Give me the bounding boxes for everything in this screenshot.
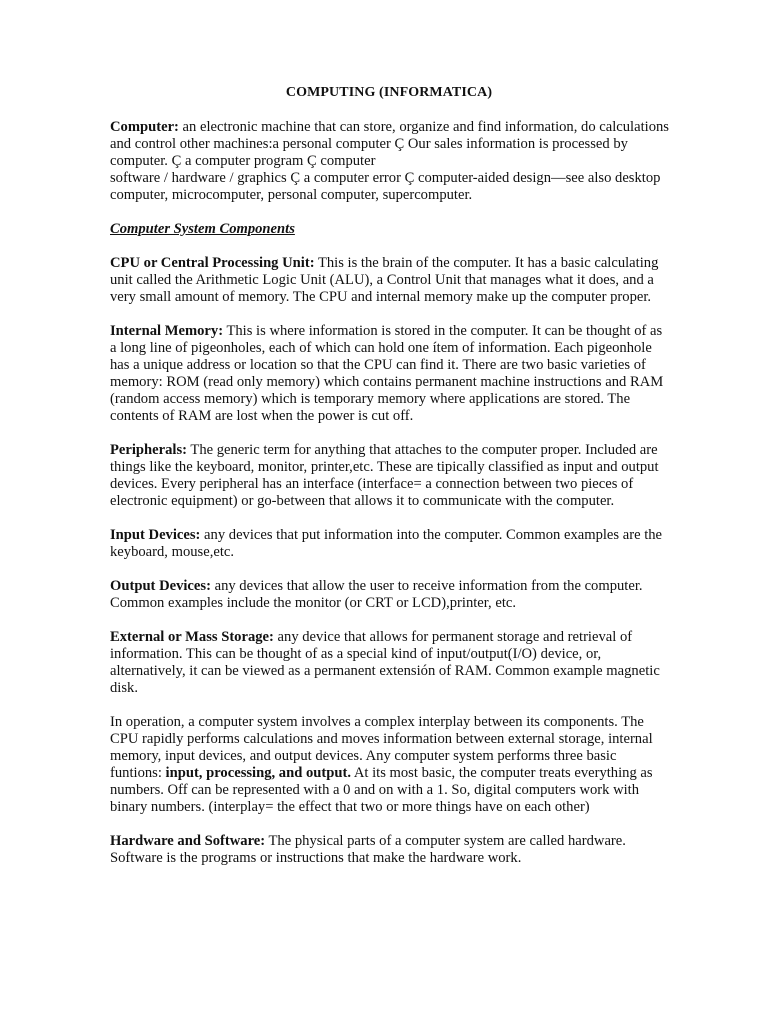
term-hardware-software: Hardware and Software: xyxy=(110,833,266,849)
section-heading-paragraph xyxy=(110,221,670,238)
definition-external-storage: any device that allows for permanent storage and retrieval of information. This can be thought of as a special kind of input/output(I/O) device, or, alternatively, it can be viewed as a permanent extensión of RAM. Common example magnetic disk. xyxy=(110,629,660,696)
paragraph-hardware-software xyxy=(110,833,670,867)
definition-computer-line2: software / hardware / graphics Ç a computer error Ç computer-aided design—see also desktop computer, microcomputer, personal computer, supercomputer. xyxy=(110,170,661,203)
definition-hardware-software: The physical parts of a computer system are called hardware. Software is the programs or instructions that make the hardware work. xyxy=(110,833,626,866)
paragraph-output-devices xyxy=(110,578,670,612)
operation-text-before: In operation, a computer system involves a complex interplay between its components. The CPU rapidly performs calculations and moves information between external storage, internal memory, input devices, and output devices. Any computer system performs three basic funtions: xyxy=(110,714,653,781)
paragraph-internal-memory xyxy=(110,323,670,425)
operation-bold-functions: input, processing, and output. xyxy=(165,765,352,781)
paragraph-operation xyxy=(110,714,670,816)
term-cpu: CPU or Central Processing Unit: xyxy=(110,255,315,271)
definition-input-devices: any devices that put information into the computer. Common examples are the keyboard, mouse,etc. xyxy=(110,527,663,560)
operation-text-after: At its most basic, the computer treats everything as numbers. Off can be represented with a 0 and on with a 1. So, digital computers work with binary numbers. (interplay= the effect that two or more things have on each other) xyxy=(110,765,653,815)
paragraph-computer xyxy=(110,119,670,204)
section-heading: Computer System Components xyxy=(110,221,295,237)
definition-output-devices: any devices that allow the user to receive information from the computer. Common examples include the monitor (or CRT or LCD),printer, etc. xyxy=(110,578,643,611)
definition-internal-memory: This is where information is stored in the computer. It can be thought of as a long line of pigeonholes, each of which can hold one ítem of information. Each pigeonhole has a unique address or location so that the CPU can find it. There are two basic varieties of memory: ROM (read only memory) which contains permanent machine instructions and RAM (random access memory) which is temporary memory where applications are stored. The contents of RAM are lost when the power is cut off. xyxy=(110,323,664,424)
paragraph-peripherals xyxy=(110,442,670,510)
paragraph-external-storage xyxy=(110,629,670,697)
term-computer: Computer: xyxy=(110,119,179,135)
term-internal-memory: Internal Memory: xyxy=(110,323,224,339)
term-peripherals: Peripherals: xyxy=(110,442,188,458)
definition-peripherals: The generic term for anything that attaches to the computer proper. Included are things like the keyboard, monitor, printer,etc. These are tipically classified as input and output devices. Every peripheral has an interface (interface= a connection between two pieces of electronic equipment) or go-between that allows it to communicate with the computer. xyxy=(110,442,659,509)
paragraph-cpu xyxy=(110,255,670,306)
definition-computer-line1: an electronic machine that can store, organize and find information, do calculations and control other machines:a personal computer Ç Our sales information is processed by computer. Ç a computer program Ç computer xyxy=(110,119,669,169)
page-title: COMPUTING (INFORMATICA) xyxy=(285,85,493,100)
term-input-devices: Input Devices: xyxy=(110,527,201,543)
term-external-storage: External or Mass Storage: xyxy=(110,629,274,645)
term-output-devices: Output Devices: xyxy=(110,578,211,594)
definition-cpu: This is the brain of the computer. It has a basic calculating unit called the Arithmetic Logic Unit (ALU), a Control Unit that manages what it does, and a very small amount of memory. The CPU and internal memory make up the computer proper. xyxy=(110,255,659,305)
paragraph-input-devices xyxy=(110,527,670,561)
